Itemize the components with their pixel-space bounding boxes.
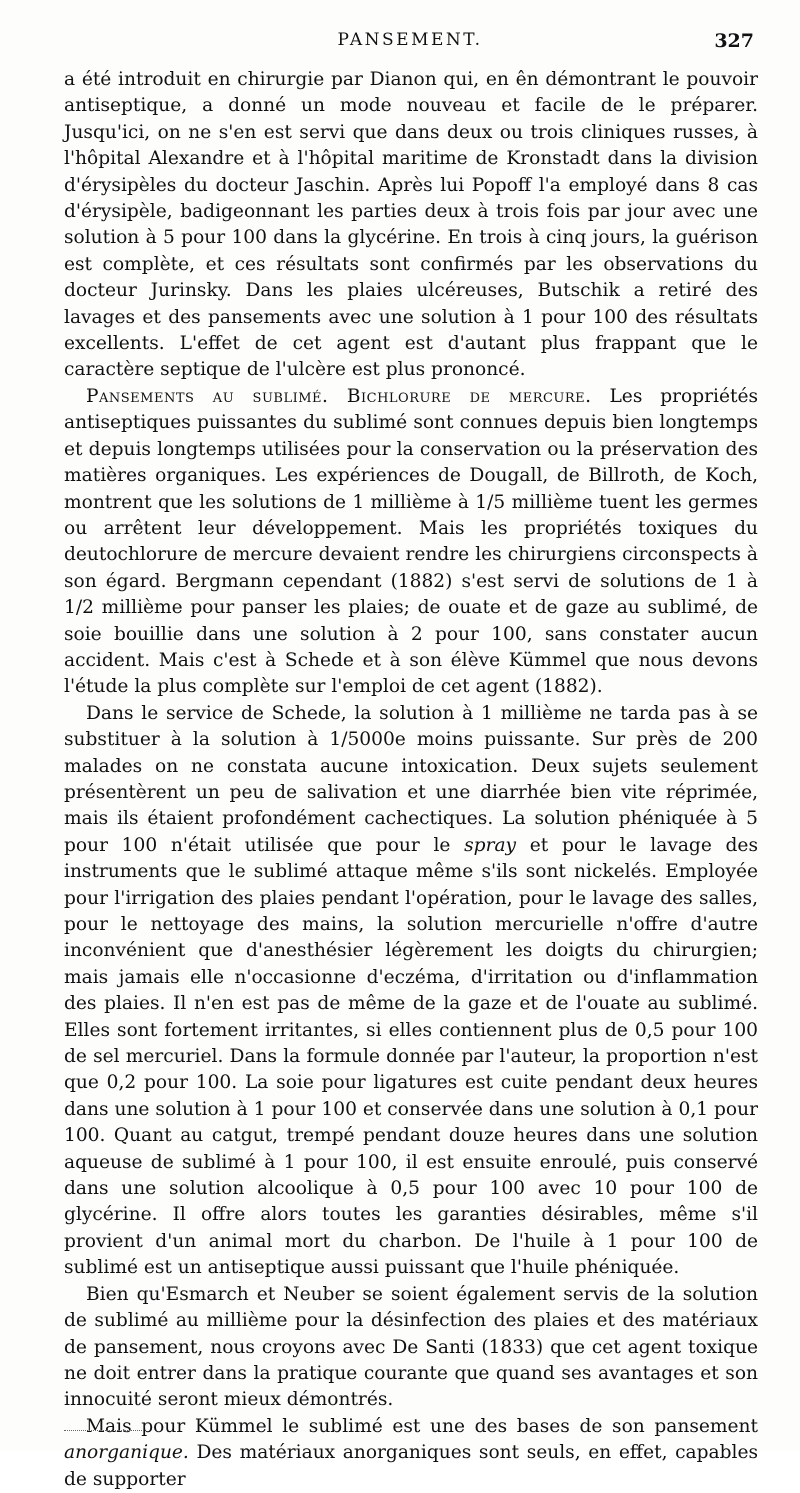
paragraph-text: Les propriétés antiseptiques puissantes du sublimé sont connues depuis bien longtemps et depuis longtemps utilisées pour la conservation ou la préservation des matières organiques. Les expériences de Dougall, de Billroth, de Koch, montrent que les solutions de 1 millième à 1/5 millième tuent les germes ou arrêtent leur développement. Mais les propriétés toxiques du deutochlorure de mercure devaient rendre les chirurgiens circonspects à son égard. Bergmann cependant (1882) s'est servi de solutions de 1 à 1/2 millième pour panser les plaies; de ouate et de gaze au sublimé, de soie bouillie dans une solution à 2 pour 100, sans constater aucun accident. Mais c'est à Schede et à son élève Kümmel que nous devons l'étude la plus complète sur l'emploi de cet agent (1882). [64, 385, 758, 698]
italic-term: spray [464, 834, 517, 856]
paragraph-text: Des matériaux anorganiques sont seuls, en effet, capables de supporter [64, 1442, 758, 1490]
italic-term: anorganique. [64, 1442, 189, 1464]
paragraph-continuation [64, 67, 758, 384]
paragraph-schede [64, 701, 758, 1282]
footer-divider [64, 1430, 144, 1431]
running-title: PANSEMENT. [337, 30, 483, 50]
paragraph-text: Mais pour Kümmel le sublimé est une des bases de son pansement [86, 1415, 758, 1437]
page-header [66, 30, 754, 60]
page-number: 327 [714, 30, 754, 52]
body-text [64, 67, 758, 1493]
paragraph-kummel [64, 1414, 758, 1493]
paragraph-text: a été introduit en chirurgie par Dianon qui, en ên démontrant le pouvoir antiseptique, a donné un mode nouveau et facile de le préparer. Jusqu'ici, on ne s'en est servi que dans deux ou trois cliniques russes, à l'hôpital Alexandre et à l'hôpital maritime de Kronstadt dans la division d'érysipèles du docteur Jaschin. Après lui Popoff l'a employé dans 8 cas d'érysipèle, badigeonnant les parties deux à trois fois par jour avec une solution à 5 pour 100 dans la glycérine. En trois à cinq jours, la guérison est complète, et ces résultats sont confirmés par les observations du docteur Jurinsky. Dans les plaies ulcéreuses, Butschik a retiré des lavages et des pansements avec une solution à 1 pour 100 des résultats excellents. L'effet de cet agent est d'autant plus frappant que le caractère septique de l'ulcère est plus prononcé. [64, 69, 758, 381]
section-heading: Pansements au sublimé. Bichlorure de mercure. [86, 385, 592, 407]
paragraph-text: Bien qu'Esmarch et Neuber se soient également servis de la solution de sublimé au millième pour la désinfection des plaies et des matériaux de pansement, nous croyons avec De Santi (1833) que cet agent toxique ne doit entrer dans la pratique courante que quand ses avantages et son innocuité seront mieux démontrés. [64, 1283, 758, 1411]
paragraph-esmarch [64, 1282, 758, 1414]
paragraph-sublime [64, 384, 758, 701]
paragraph-text: et pour le lavage des instruments que le sublimé attaque même s'ils sont nickelés. Employée pour l'irrigation des plaies pendant l'opération, pour le lavage des salles, pour le nettoyage des mains, la solution mercurielle n'offre d'autre inconvénient que d'anesthésier légèrement les doigts du chirurgien; mais jamais elle n'occasionne d'eczéma, d'irritation ou d'inflammation des plaies. Il n'en est pas de même de la gaze et de l'ouate au sublimé. Elles sont fortement irritantes, si elles contiennent plus de 0,5 pour 100 de sel mercuriel. Dans la formule donnée par l'auteur, la proportion n'est que 0,2 pour 100. La soie pour ligatures est cuite pendant deux heures dans une solution à 1 pour 100 et conservée dans une solution à 0,1 pour 100. Quant au catgut, trempé pendant douze heures dans une solution aqueuse de sublimé à 1 pour 100, il est ensuite enroulé, puis conservé dans une solution alcoolique à 0,5 pour 100 avec 10 pour 100 de glycérine. Il offre alors toutes les garanties désirables, même s'il provient d'un animal mort du charbon. De l'huile à 1 pour 100 de sublimé est un antiseptique aussi puissant que l'huile phéniquée. [64, 834, 758, 1279]
paragraph-text: Dans le service de Schede, la solution à 1 millième ne tarda pas à se substituer à la solution à 1/5000e moins puissante. Sur près de 200 malades on ne constata aucune intoxication. Deux sujets seulement présentèrent un peu de salivation et une diarrhée bien vite réprimée, mais ils étaient profondément cachectiques. La solution phéniquée à 5 pour 100 n'était utilisée que pour le [64, 702, 758, 856]
